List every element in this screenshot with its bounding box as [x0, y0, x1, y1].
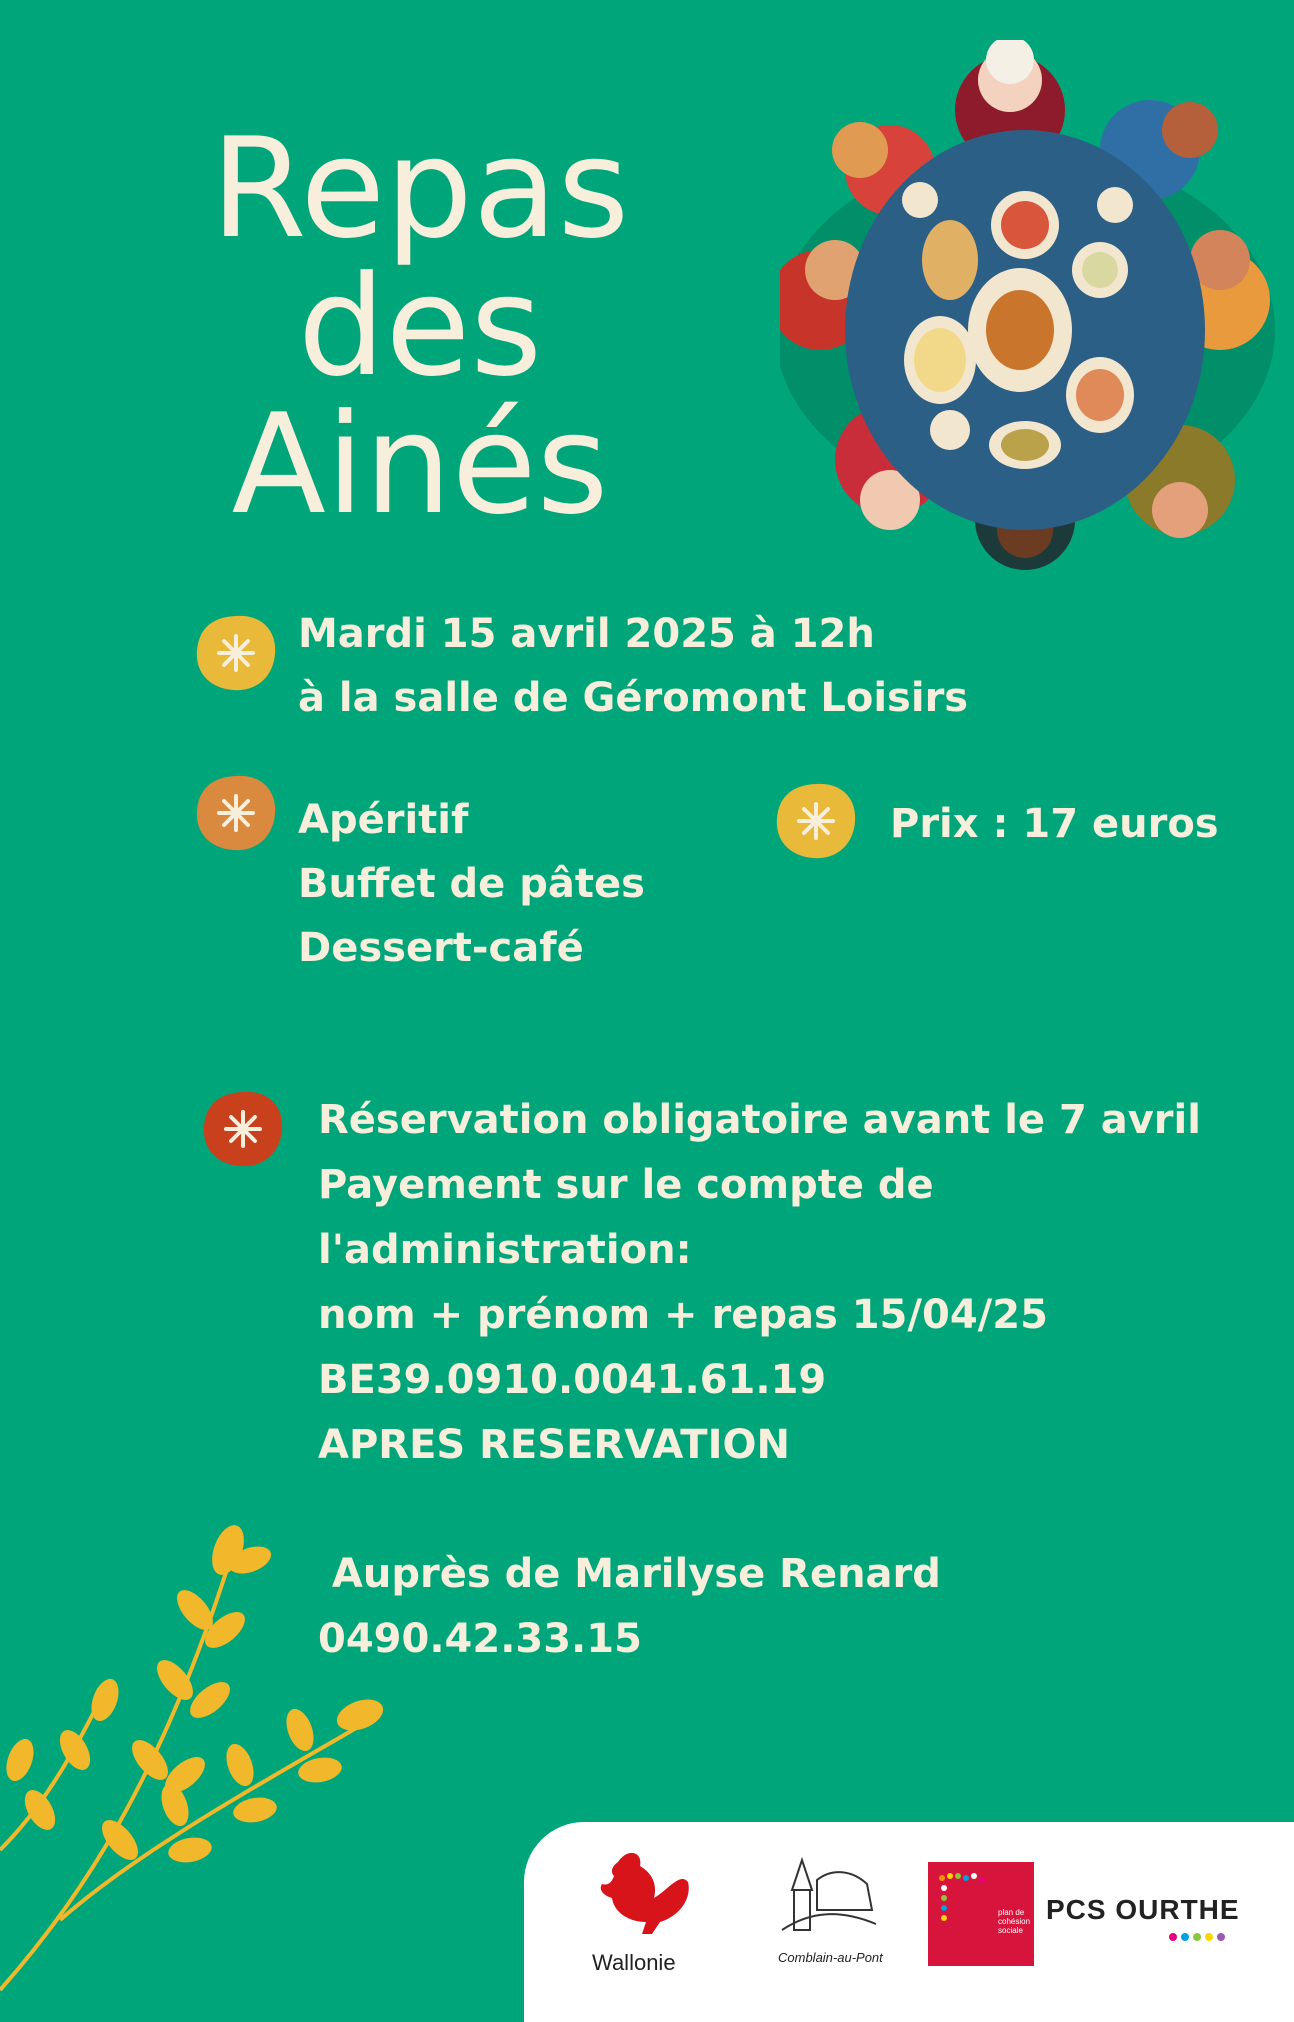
pcs-logo-box — [928, 1862, 1034, 1966]
wallonie-rooster-icon — [588, 1842, 698, 1938]
pcs-color-dots-icon — [1168, 1932, 1228, 1942]
title-line-2: des — [297, 246, 543, 407]
title-line-1: Repas — [210, 108, 630, 269]
reservation-iban: BE39.0910.0041.61.19 — [318, 1357, 827, 1403]
reservation-line-1: Réservation obligatoire avant le 7 avril — [318, 1097, 1201, 1143]
reservation-line-6: APRES RESERVATION — [318, 1422, 790, 1468]
commune-label: Comblain-au-Pont — [778, 1950, 883, 1965]
event-date: Mardi 15 avril 2025 à 12h — [298, 611, 875, 657]
pcs-small-label: plan de cohésion sociale — [998, 1908, 1031, 1935]
dinner-table-illustration — [780, 40, 1280, 600]
menu-item-buffet: Buffet de pâtes — [298, 861, 645, 907]
asterisk-badge-price-icon — [773, 780, 859, 862]
asterisk-badge-menu-icon — [193, 772, 279, 854]
asterisk-badge-reservation-icon — [200, 1088, 286, 1170]
event-place: à la salle de Géromont Loisirs — [298, 675, 969, 721]
contact-phone: 0490.42.33.15 — [318, 1616, 642, 1662]
commune-logo-icon — [772, 1850, 882, 1950]
menu-item-aperitif: Apéritif — [298, 797, 469, 843]
reservation-line-4: nom + prénom + repas 15/04/25 — [318, 1292, 1048, 1338]
asterisk-badge-date-icon — [193, 612, 279, 694]
reservation-line-3: l'administration: — [318, 1227, 692, 1273]
leaf-branch-icon — [0, 1520, 400, 2000]
pcs-dots-icon — [934, 1870, 994, 1930]
price-label: Prix : 17 euros — [890, 801, 1219, 847]
wallonie-label: Wallonie — [592, 1950, 676, 1975]
contact-name: Auprès de Marilyse Renard — [318, 1551, 941, 1597]
pcs-ourthe-label: PCS OURTHE — [1046, 1894, 1240, 1925]
title-line-3: Ainés — [231, 384, 609, 545]
page-title — [200, 108, 640, 545]
reservation-line-2: Payement sur le compte de — [318, 1162, 934, 1208]
menu-item-dessert: Dessert-café — [298, 925, 584, 971]
